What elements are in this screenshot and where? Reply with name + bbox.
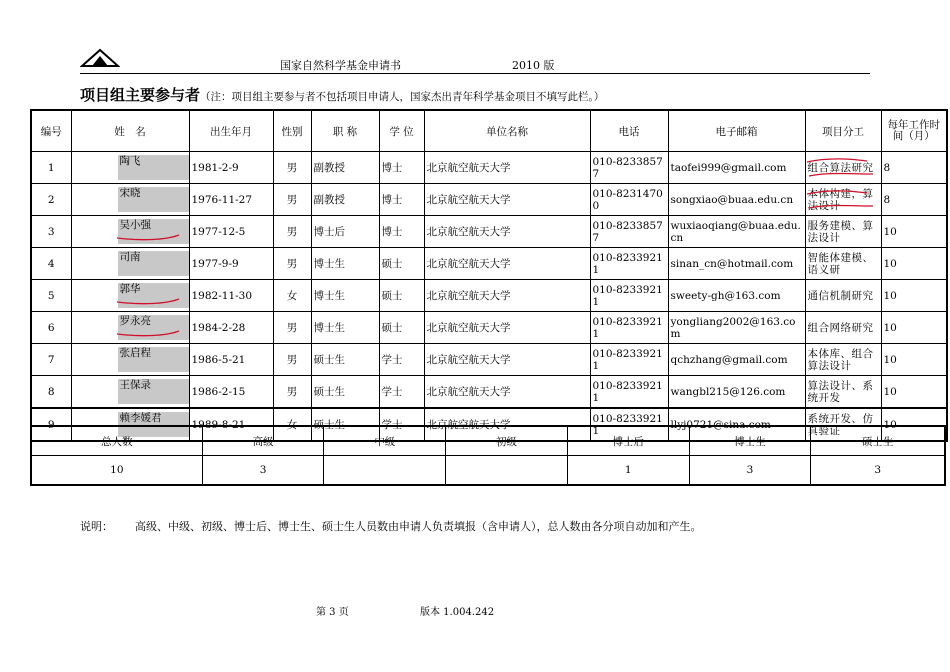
cell-name	[71, 248, 189, 280]
summary-header-junior: 初级	[446, 426, 568, 456]
cell-phone: 010-82339211	[590, 344, 668, 376]
cell-no: 2	[31, 184, 71, 216]
cell-title: 博士后	[311, 216, 379, 248]
cell-birth: 1981-2-9	[189, 152, 273, 184]
cell-name	[71, 344, 189, 376]
cell-email: sinan_cn@hotmail.com	[668, 248, 805, 280]
header-title: 国家自然科学基金申请书	[280, 59, 401, 72]
cell-name	[71, 152, 189, 184]
summary-value-total: 10	[31, 456, 202, 486]
summary-value-postdoc: 1	[567, 456, 689, 486]
cell-months: 8	[881, 152, 947, 184]
name-highlight: 吴小强	[118, 219, 190, 244]
cell-role: 系统开发、仿真验证	[805, 408, 881, 441]
summary-value-master: 3	[811, 456, 945, 486]
cell-unit: 北京航空航天大学	[424, 248, 590, 280]
cell-degree: 硕士	[379, 248, 424, 280]
explanation-note	[80, 518, 702, 534]
cell-degree: 学士	[379, 344, 424, 376]
cell-no: 1	[31, 152, 71, 184]
col-header-degree: 学 位	[379, 110, 424, 152]
cell-phone: 010-82339211	[590, 312, 668, 344]
summary-header-senior: 高级	[202, 426, 324, 456]
cell-unit: 北京航空航天大学	[424, 184, 590, 216]
col-header-email: 电子邮箱	[668, 110, 805, 152]
summary-header-master: 硕士生	[811, 426, 945, 456]
cell-role: 组合算法研究	[805, 152, 881, 184]
page-header	[80, 55, 870, 74]
cell-gender: 男	[273, 344, 311, 376]
cell-months: 10	[881, 280, 947, 312]
cell-months: 10	[881, 312, 947, 344]
summary-table	[30, 425, 946, 486]
cell-months: 8	[881, 184, 947, 216]
annotation-mark	[71, 280, 189, 312]
cell-birth: 1984-2-28	[189, 312, 273, 344]
summary-header-postdoc: 博士后	[567, 426, 689, 456]
cell-phone: 010-82314700	[590, 184, 668, 216]
cell-email: wangbl215@126.com	[668, 376, 805, 409]
cell-gender: 男	[273, 248, 311, 280]
cell-phone: 010-82338577	[590, 152, 668, 184]
section-title-text: 项目组主要参与者	[80, 86, 201, 104]
cell-gender: 女	[273, 408, 311, 441]
cell-birth: 1982-11-30	[189, 280, 273, 312]
cell-email: wuxiaoqiang@buaa.edu.cn	[668, 216, 805, 248]
header-version: 2010 版	[512, 59, 555, 72]
name-highlight: 司南	[118, 251, 190, 276]
cell-email: songxiao@buaa.edu.cn	[668, 184, 805, 216]
cell-phone: 010-82339211	[590, 408, 668, 441]
section-note: （注：项目组主要参与者不包括项目申请人，国家杰出青年科学基金项目不填写此栏。）	[200, 91, 605, 103]
summary-value-middle	[324, 456, 446, 486]
cell-title: 博士生	[311, 312, 379, 344]
col-header-role: 项目分工	[805, 110, 881, 152]
table-row	[31, 376, 947, 409]
summary-header-phd: 博士生	[689, 426, 811, 456]
cell-no: 3	[31, 216, 71, 248]
cell-no: 7	[31, 344, 71, 376]
annotation-mark	[71, 216, 189, 248]
table-header-row	[31, 110, 947, 152]
cell-role: 组合网络研究	[805, 312, 881, 344]
cell-unit: 北京航空航天大学	[424, 312, 590, 344]
cell-unit: 北京航空航天大学	[424, 408, 590, 441]
cell-email: qchzhang@gmail.com	[668, 344, 805, 376]
cell-gender: 男	[273, 184, 311, 216]
cell-unit: 北京航空航天大学	[424, 344, 590, 376]
cell-degree: 博士	[379, 184, 424, 216]
col-header-no: 编号	[31, 110, 71, 152]
cell-no: 8	[31, 376, 71, 409]
cell-unit: 北京航空航天大学	[424, 152, 590, 184]
cell-degree: 硕士	[379, 312, 424, 344]
cell-email: sweety-gh@163.com	[668, 280, 805, 312]
cell-role: 智能体建模、语义研	[805, 248, 881, 280]
cell-no: 5	[31, 280, 71, 312]
table-row	[31, 344, 947, 376]
cell-degree: 博士	[379, 216, 424, 248]
table-row	[31, 248, 947, 280]
cell-phone: 010-82338577	[590, 216, 668, 248]
cell-no: 9	[31, 408, 71, 441]
cell-gender: 女	[273, 280, 311, 312]
summary-header-row	[31, 426, 945, 456]
cell-no: 4	[31, 248, 71, 280]
col-header-unit: 单位名称	[424, 110, 590, 152]
cell-months: 10	[881, 216, 947, 248]
cell-title: 副教授	[311, 184, 379, 216]
cell-role: 通信机制研究	[805, 280, 881, 312]
name-highlight: 王保录	[118, 379, 190, 404]
cell-birth: 1977-12-5	[189, 216, 273, 248]
name-highlight: 陶飞	[118, 155, 190, 180]
cell-unit: 北京航空航天大学	[424, 216, 590, 248]
cell-role: 服务建模、算法设计	[805, 216, 881, 248]
annotation-mark	[805, 152, 881, 184]
col-header-gender: 性别	[273, 110, 311, 152]
cell-title: 博士生	[311, 280, 379, 312]
footer-page-number: 第 3 页	[316, 607, 349, 618]
cell-months: 10	[881, 344, 947, 376]
summary-value-senior: 3	[202, 456, 324, 486]
cell-birth: 1989-8-21	[189, 408, 273, 441]
name-highlight: 宋晓	[118, 187, 190, 212]
cell-gender: 男	[273, 312, 311, 344]
cell-email: taofei999@gmail.com	[668, 152, 805, 184]
col-header-name: 姓 名	[71, 110, 189, 152]
cell-email: llyj0721@sina.com	[668, 408, 805, 441]
footer-version: 版本 1.004.242	[420, 607, 495, 618]
cell-email: yongliang2002@163.com	[668, 312, 805, 344]
cell-birth: 1986-5-21	[189, 344, 273, 376]
cell-gender: 男	[273, 216, 311, 248]
annotation-mark	[71, 312, 189, 344]
cell-gender: 男	[273, 376, 311, 409]
cell-role: 本体库、组合算法设计	[805, 344, 881, 376]
explanation-label: 说明：	[80, 520, 113, 533]
cell-no: 6	[31, 312, 71, 344]
cell-months: 10	[881, 408, 947, 441]
cell-unit: 北京航空航天大学	[424, 280, 590, 312]
name-highlight: 张启程	[118, 347, 190, 372]
cell-title: 硕士生	[311, 376, 379, 409]
cell-gender: 男	[273, 152, 311, 184]
cell-title: 硕士生	[311, 344, 379, 376]
cell-birth: 1977-9-9	[189, 248, 273, 280]
cell-role: 算法设计、系统开发	[805, 376, 881, 409]
summary-value-junior	[446, 456, 568, 486]
cell-phone: 010-82339211	[590, 248, 668, 280]
cell-degree: 博士	[379, 152, 424, 184]
summary-value-row	[31, 456, 945, 486]
cell-birth: 1976-11-27	[189, 184, 273, 216]
annotation-mark	[805, 184, 881, 216]
col-header-months: 每年工作时间（月）	[881, 110, 947, 152]
cell-role: 本体构建，算法设计	[805, 184, 881, 216]
name-highlight: 赖李媛君	[118, 412, 190, 437]
col-header-phone: 电话	[590, 110, 668, 152]
cell-unit: 北京航空航天大学	[424, 376, 590, 409]
section-title	[80, 84, 604, 105]
cell-birth: 1986-2-15	[189, 376, 273, 409]
cell-title: 硕士生	[311, 408, 379, 441]
cell-title: 博士生	[311, 248, 379, 280]
col-header-title: 职 称	[311, 110, 379, 152]
cell-title: 副教授	[311, 152, 379, 184]
cell-phone: 010-82339211	[590, 280, 668, 312]
cell-months: 10	[881, 376, 947, 409]
cell-months: 10	[881, 248, 947, 280]
col-header-birth: 出生年月	[189, 110, 273, 152]
name-highlight: 罗永亮	[118, 315, 190, 340]
explanation-text: 高级、中级、初级、博士后、博士生、硕士生人员数由申请人负责填报（含申请人），总人数由各分项自动加和产生。	[135, 520, 702, 533]
name-highlight: 郭华	[118, 283, 190, 308]
cell-degree: 学士	[379, 376, 424, 409]
cell-name	[71, 376, 189, 409]
cell-degree: 学士	[379, 408, 424, 441]
summary-header-middle: 中级	[324, 426, 446, 456]
cell-phone: 010-82339211	[590, 376, 668, 409]
cell-degree: 硕士	[379, 280, 424, 312]
summary-value-phd: 3	[689, 456, 811, 486]
summary-header-total: 总人数	[31, 426, 202, 456]
cell-name	[71, 184, 189, 216]
